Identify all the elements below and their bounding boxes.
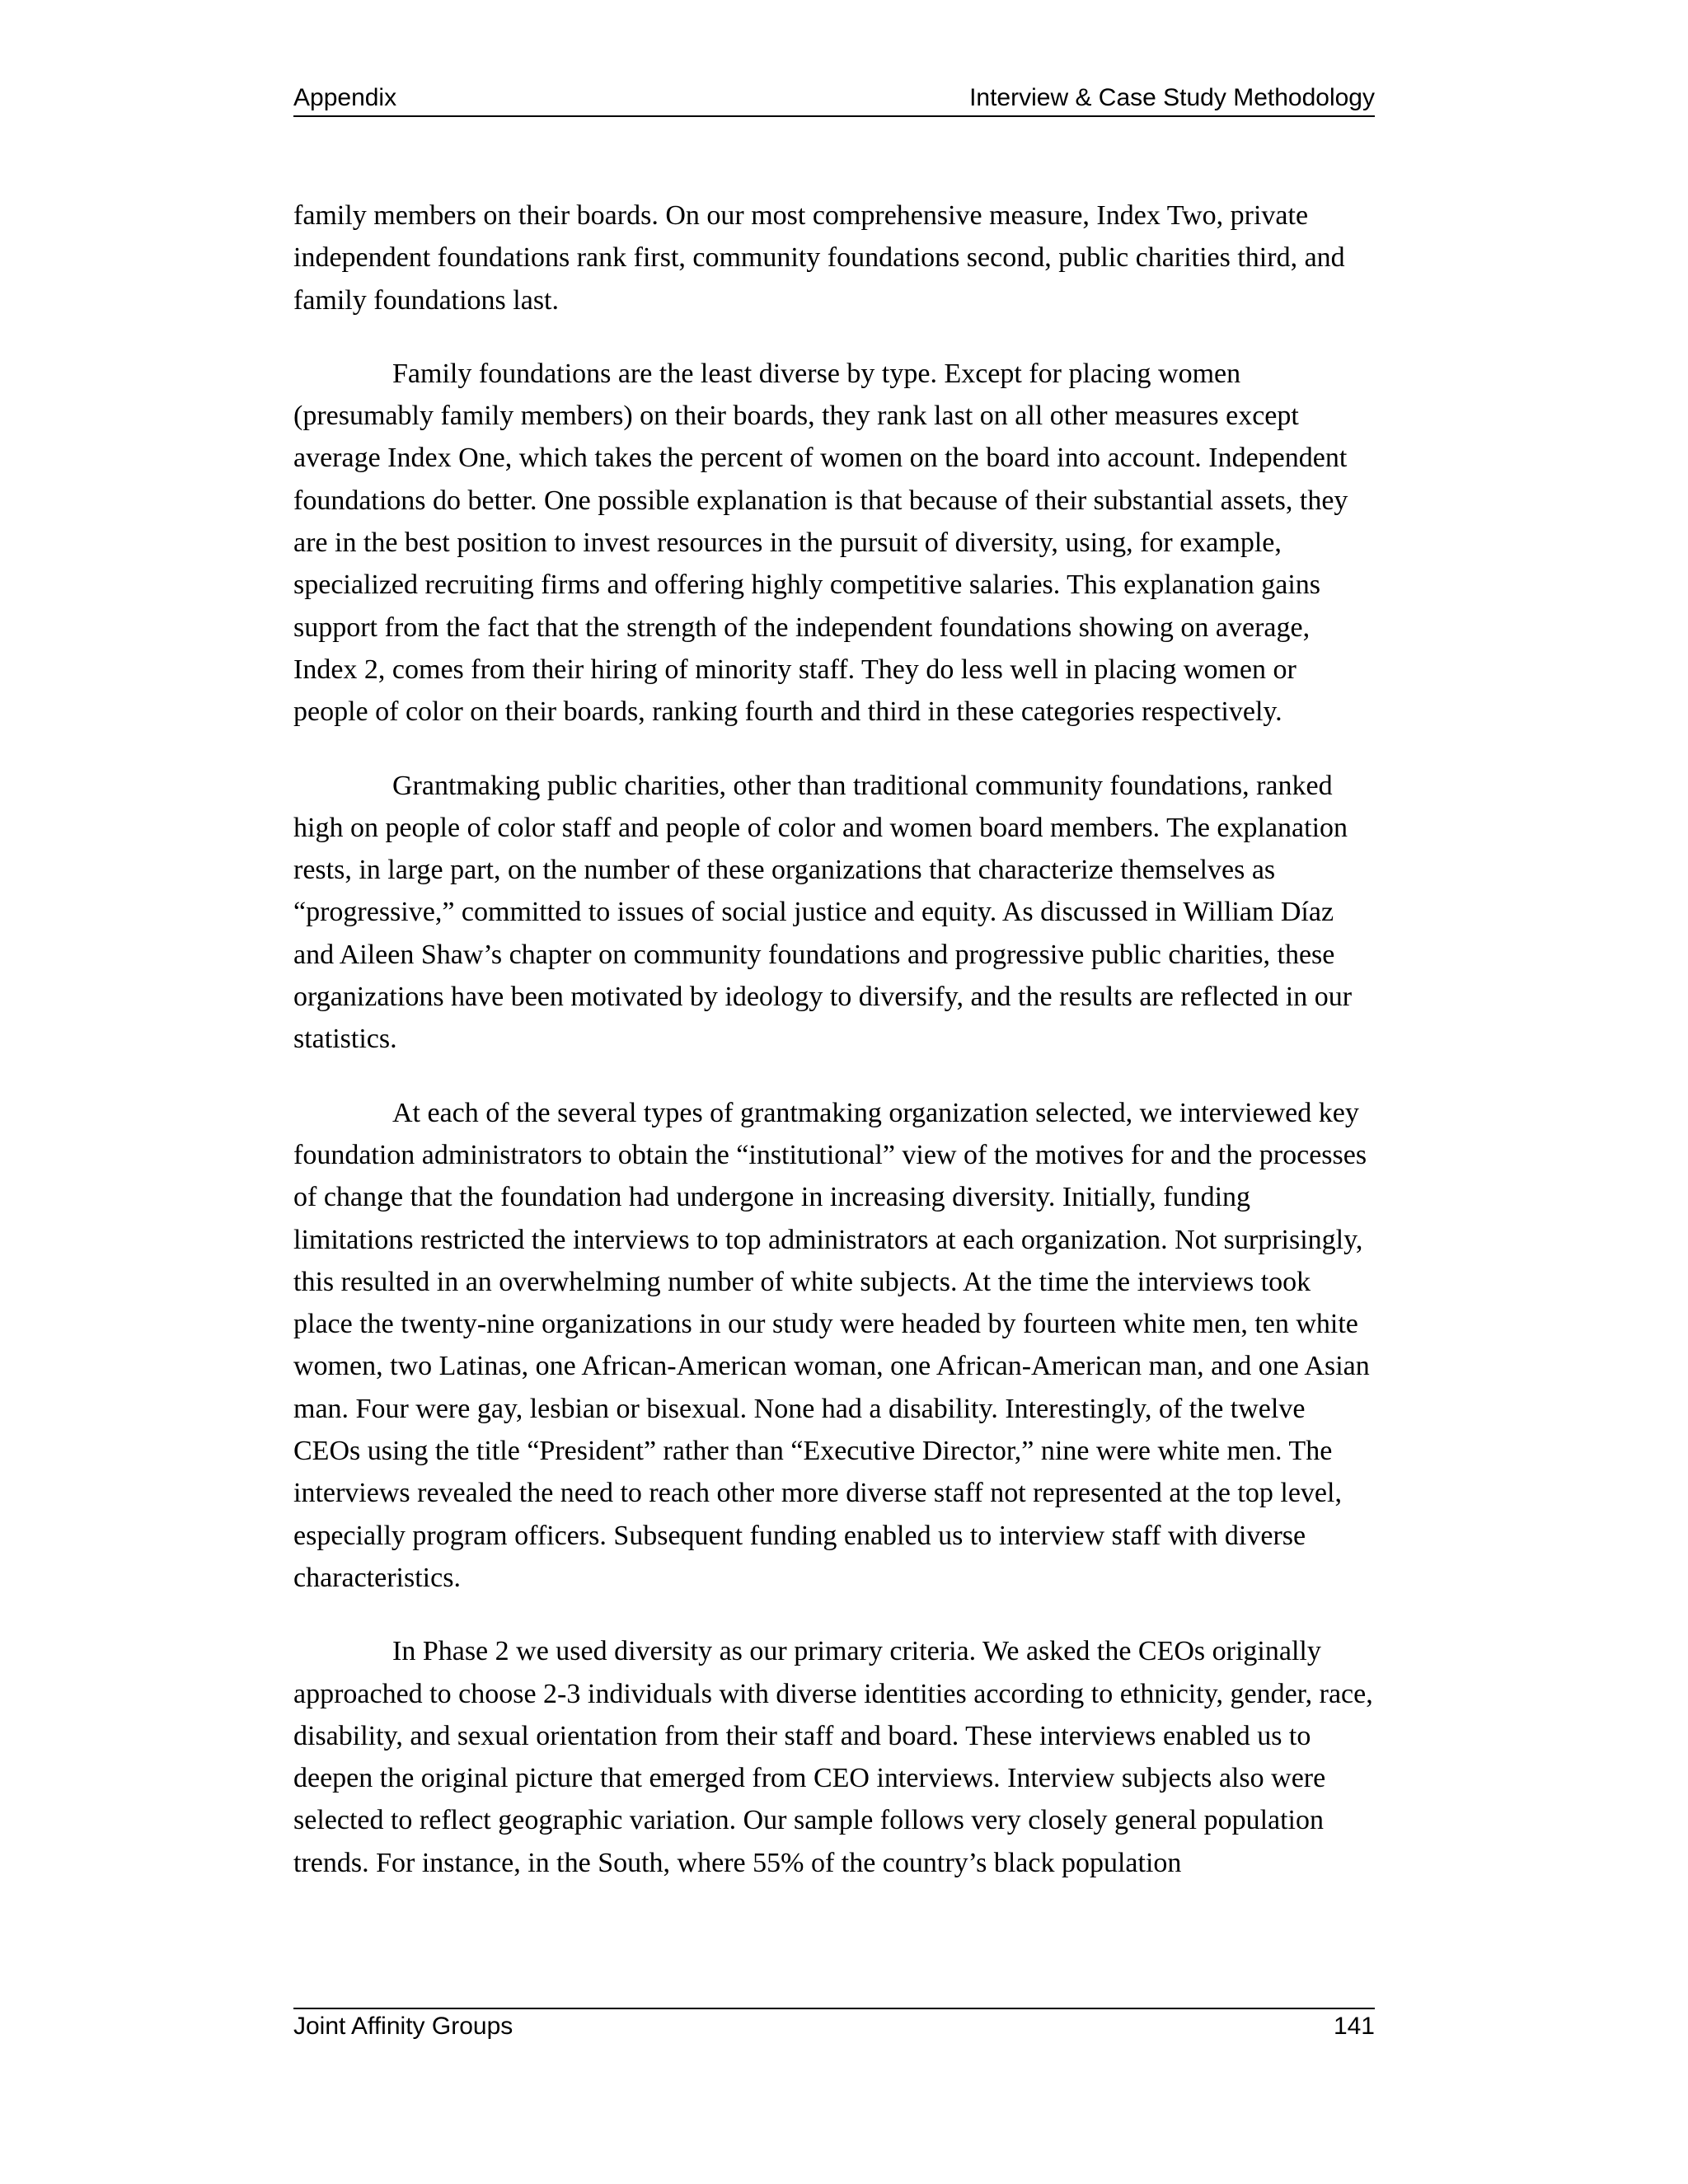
body-text [293,194,1375,1915]
page-header [293,76,1375,117]
footer-publisher: Joint Affinity Groups [293,2013,513,2040]
page-footer [293,2008,1375,2041]
paragraph-5: In Phase 2 we used diversity as our primary criteria. We asked the CEOs originally approached to choose 2-3 individuals with diverse identities according to ethnicity, gender, race, disability, and sexual orientation from their staff and board. These interviews enabled us to deepen the original picture that emerged from CEO interviews. Interview subjects also were selected to reflect geographic variation. Our sample follows very closely general population trends. For instance, in the South, where 55% of the country’s black population [293,1636,1373,1878]
paragraph-4: At each of the several types of grantmaking organization selected, we interviewed key foundation administrators to obtain the “institutional” view of the motives for and the processes of change that the foundation had undergone in increasing diversity. Initially, funding limitations restricted the interviews to top administrators at each organization. Not surprisingly, this resulted in an overwhelming number of white subjects. At the time the interviews took place the twenty-nine organizations in our study were headed by fourteen white men, ten white women, two Latinas, one African-American woman, one African-American man, and one Asian man. Four were gay, lesbian or bisexual. None had a disability. Interestingly, of the twelve CEOs using the title “President” rather than “Executive Director,” nine were white men. The interviews revealed the need to reach other more diverse staff not represented at the top level, especially program officers. Subsequent funding enabled us to interview staff with diverse characteristics. [293,1097,1370,1593]
paragraph-3: Grantmaking public charities, other than traditional community foundations, ranked high on people of color staff and people of color and women board members. The explanation rests, in large part, on the number of these organizations that characterize themselves as “progressive,” committed to issues of social justice and equity. As discussed in William Díaz and Aileen Shaw’s chapter on community foundations and progressive public charities, these organizations have been motivated by ideology to diversify, and the results are reflected in our statistics. [293,770,1353,1055]
header-section-label: Appendix [293,84,397,111]
page-number: 141 [1333,2013,1375,2040]
paragraph-2: Family foundations are the least diverse by type. Except for placing women (presumably family members) on their boards, they rank last on all other measures except average Index One, which takes the percent of women on the board into account. Independent foundations do better. One possible explanation is that because of their substantial assets, they are in the best position to invest resources in the pursuit of diversity, using, for example, specialized recruiting firms and offering highly competitive salaries. This explanation gains support from the fact that the strength of the independent foundations showing on average, Index 2, comes from their hiring of minority staff. They do less well in placing women or people of color on their boards, ranking fourth and third in these categories respectively. [293,358,1348,728]
paragraph-1: family members on their boards. On our most comprehensive measure, Index Two, private independent foundations rank first, community foundations second, public charities third, and family foundations last. [293,200,1345,316]
header-chapter-title: Interview & Case Study Methodology [969,84,1375,111]
